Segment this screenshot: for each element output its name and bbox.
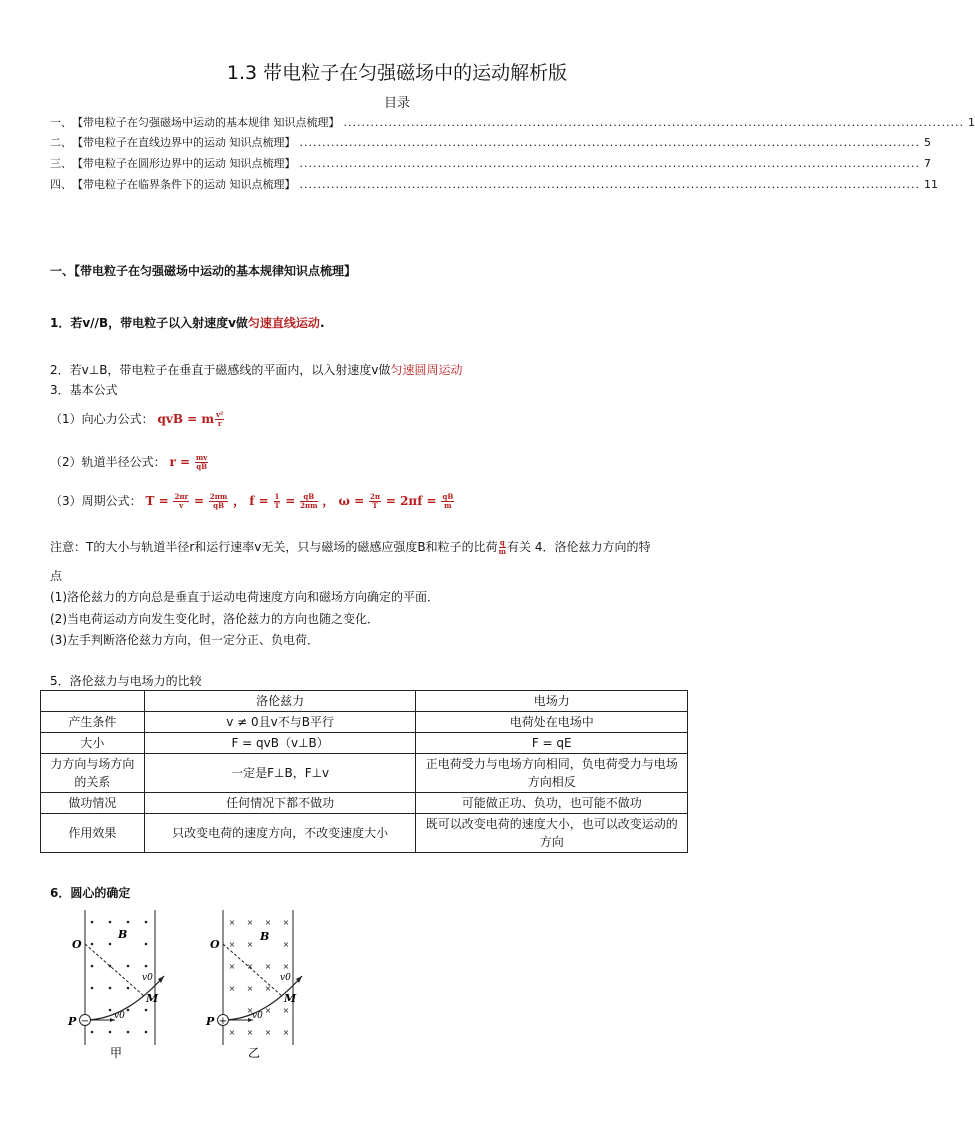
highlight-text: 匀速圆周运动 bbox=[390, 363, 463, 377]
label-v0-bottom: v0 bbox=[252, 1011, 263, 1021]
table-cell: 作用效果 bbox=[41, 814, 145, 853]
toc-item-4[interactable] bbox=[50, 175, 939, 193]
formula-period bbox=[50, 492, 455, 510]
charge-sign: + bbox=[218, 1016, 228, 1027]
fraction bbox=[369, 493, 381, 510]
numerator: 2π bbox=[370, 492, 381, 501]
formula-text: = bbox=[193, 494, 205, 508]
toc-number: 二、 bbox=[50, 136, 72, 149]
section6-heading: 6．圆心的确定 bbox=[50, 886, 131, 900]
label-b: B bbox=[118, 928, 128, 941]
denominator: m bbox=[444, 501, 452, 510]
highlight-text: 匀速直线运动 bbox=[247, 316, 320, 330]
formula-label: （2）轨道半径公式： bbox=[50, 455, 166, 469]
table-cell: F = qvB（v⊥B） bbox=[144, 733, 416, 754]
table-cell: 力方向与场方向的关系 bbox=[41, 754, 145, 793]
formula-label: （1）向心力公式： bbox=[50, 412, 154, 426]
numerator: v² bbox=[216, 410, 224, 419]
label-m: M bbox=[284, 992, 297, 1005]
formula-text: ， ω = bbox=[322, 494, 365, 508]
numerator: 2πr bbox=[174, 492, 189, 501]
svg-text:×: × bbox=[282, 1028, 290, 1037]
denominator: r bbox=[217, 419, 222, 428]
fraction bbox=[499, 539, 506, 556]
label-m: M bbox=[146, 992, 159, 1005]
table-cell: 既可以改变电荷的速度大小，也可以改变运动的方向 bbox=[416, 814, 688, 853]
table-cell: 可能做正功、负功，也可能不做功 bbox=[416, 793, 688, 814]
formula-text: r = bbox=[169, 455, 191, 469]
svg-text:×: × bbox=[282, 962, 290, 971]
numerator: mv bbox=[195, 453, 208, 462]
fraction bbox=[209, 493, 228, 510]
table-header bbox=[41, 691, 145, 712]
toc-label: 【带电粒子在直线边界中的运动 知识点梳理】 bbox=[72, 136, 296, 149]
table-cell: F = qE bbox=[416, 733, 688, 754]
denominator: m bbox=[498, 547, 507, 556]
section-heading: 一、【带电粒子在匀强磁场中运动的基本规律知识点梳理】 bbox=[50, 264, 357, 278]
formula-text: T = bbox=[145, 494, 169, 508]
page-title: 1.3 带电粒子在匀强磁场中的运动解析版 bbox=[226, 62, 568, 84]
fraction bbox=[300, 493, 317, 510]
formula-text: = 2πf = bbox=[385, 494, 437, 508]
table-row bbox=[41, 754, 688, 793]
table-cell: 做功情况 bbox=[41, 793, 145, 814]
svg-text:×: × bbox=[282, 940, 290, 949]
table-cell: 正电荷受力与电场方向相同，负电荷受力与电场方向相反 bbox=[416, 754, 688, 793]
table-row bbox=[41, 814, 688, 853]
fraction bbox=[274, 493, 281, 510]
text: 注意：T的大小与轨道半径r和运行速率v无关，只与磁场的磁感应强度B和粒子的比荷 bbox=[50, 540, 498, 554]
numerator: qB bbox=[300, 493, 317, 502]
toc-leader: .......................................................................................................................................... bbox=[299, 135, 921, 149]
toc-item-1[interactable] bbox=[50, 113, 975, 131]
paragraph-2 bbox=[50, 361, 463, 378]
toc-label: 【带电粒子在匀强磁场中运动的基本规律 知识点梳理】 bbox=[72, 116, 340, 129]
numerator: 2πm bbox=[209, 492, 228, 501]
svg-text:×: × bbox=[264, 1028, 272, 1037]
toc-number: 四、 bbox=[50, 178, 72, 191]
radius-om bbox=[85, 944, 144, 996]
comparison-table bbox=[40, 690, 688, 853]
toc-number: 一、 bbox=[50, 116, 72, 129]
denominator: T bbox=[372, 501, 378, 510]
text: 2．若v⊥B，带电粒子在垂直于磁感线的平面内，以入射速度v做 bbox=[50, 363, 391, 377]
svg-text:×: × bbox=[264, 918, 272, 927]
table-header-row bbox=[41, 691, 688, 712]
table-cell: 电荷处在电场中 bbox=[416, 712, 688, 733]
fraction bbox=[215, 411, 224, 428]
denominator: T bbox=[274, 501, 280, 510]
svg-text:×: × bbox=[264, 962, 272, 971]
toc-leader: .......................................................................................................................................... bbox=[299, 156, 921, 170]
charge-sign: − bbox=[80, 1016, 90, 1027]
paragraph-1 bbox=[50, 314, 325, 331]
toc-item-3[interactable] bbox=[50, 154, 932, 172]
svg-text:×: × bbox=[282, 918, 290, 927]
toc-heading: 目录 bbox=[383, 96, 410, 111]
label-v0-bottom: v0 bbox=[114, 1011, 125, 1021]
list-item: (2)当电荷运动方向发生变化时，洛伦兹力的方向也随之变化． bbox=[50, 612, 380, 626]
svg-text:×: × bbox=[246, 918, 254, 927]
label-o: O bbox=[72, 938, 82, 951]
svg-text:×: × bbox=[228, 1028, 236, 1037]
note-paragraph bbox=[50, 538, 650, 556]
denominator: qB bbox=[196, 462, 207, 471]
fraction bbox=[441, 493, 454, 510]
svg-text:×: × bbox=[264, 984, 272, 993]
paragraph-3: 3．基本公式 bbox=[50, 383, 118, 397]
svg-text:×: × bbox=[246, 940, 254, 949]
toc-page: 7 bbox=[924, 156, 932, 170]
list-item: (1)洛伦兹力的方向总是垂直于运动电荷速度方向和磁场方向确定的平面． bbox=[50, 590, 440, 604]
toc-leader: .......................................................................................................................................... bbox=[299, 177, 921, 191]
numerator: qB bbox=[442, 492, 454, 501]
formula-text: qvB = m bbox=[157, 412, 215, 426]
table-cell: v ≠ 0且v不与B平行 bbox=[144, 712, 416, 733]
svg-text:×: × bbox=[282, 1006, 290, 1015]
figure-a bbox=[60, 910, 180, 1060]
toc-number: 三、 bbox=[50, 157, 72, 170]
text: 有关 4．洛伦兹力方向的特 bbox=[507, 540, 651, 554]
svg-text:×: × bbox=[228, 940, 236, 949]
svg-text:×: × bbox=[246, 1028, 254, 1037]
fraction bbox=[195, 454, 208, 471]
toc-page: 5 bbox=[924, 135, 932, 149]
label-v0-top: v0 bbox=[280, 973, 291, 983]
figure-caption: 乙 bbox=[247, 1046, 261, 1060]
fraction bbox=[173, 493, 189, 510]
table-row bbox=[41, 712, 688, 733]
table-cell: 一定是F⊥B，F⊥v bbox=[144, 754, 416, 793]
svg-text:×: × bbox=[246, 962, 254, 971]
formula-radius bbox=[50, 453, 209, 471]
formula-centripetal bbox=[50, 410, 225, 428]
svg-text:×: × bbox=[228, 984, 236, 993]
label-v0-top: v0 bbox=[142, 973, 153, 983]
table-header: 洛伦兹力 bbox=[144, 691, 416, 712]
figure-b bbox=[198, 910, 318, 1060]
text: 1．若v//B，带电粒子以入射速度v做 bbox=[50, 316, 248, 330]
list-item: (3)左手判断洛伦兹力方向，但一定分正、负电荷． bbox=[50, 633, 319, 647]
formula-text: = bbox=[285, 494, 296, 508]
denominator: qB bbox=[213, 501, 224, 510]
svg-text:×: × bbox=[246, 1006, 254, 1015]
svg-text:×: × bbox=[228, 962, 236, 971]
denominator: 2πm bbox=[300, 501, 318, 510]
table-cell: 任何情况下都不做功 bbox=[144, 793, 416, 814]
label-o: O bbox=[210, 938, 220, 951]
table-row bbox=[41, 793, 688, 814]
paragraph-5: 5．洛伦兹力与电场力的比较 bbox=[50, 674, 202, 688]
denominator: v bbox=[179, 501, 184, 510]
label-b: B bbox=[260, 930, 270, 943]
formula-text: ， f = bbox=[233, 494, 269, 508]
note-continued: 点 bbox=[50, 569, 63, 583]
table-cell: 大小 bbox=[41, 733, 145, 754]
formula-label: （3）周期公式： bbox=[50, 494, 142, 508]
text: . bbox=[319, 316, 325, 330]
numerator: 1 bbox=[274, 492, 280, 501]
svg-text:×: × bbox=[246, 984, 254, 993]
label-p: P bbox=[68, 1015, 77, 1028]
table-cell: 产生条件 bbox=[41, 712, 145, 733]
svg-text:×: × bbox=[228, 918, 236, 927]
table-cell: 只改变电荷的速度方向，不改变速度大小 bbox=[144, 814, 416, 853]
table-header: 电场力 bbox=[416, 691, 688, 712]
label-p: P bbox=[206, 1015, 215, 1028]
toc-leader: .......................................................................................................................................... bbox=[343, 115, 965, 129]
toc-page: 1 bbox=[968, 115, 975, 129]
svg-text:×: × bbox=[264, 1006, 272, 1015]
toc-item-2[interactable] bbox=[50, 133, 932, 151]
table-row bbox=[41, 733, 688, 754]
toc-label: 【带电粒子在圆形边界中的运动 知识点梳理】 bbox=[72, 157, 296, 170]
figure-caption: 甲 bbox=[109, 1046, 123, 1060]
numerator: q bbox=[499, 538, 505, 547]
toc-page: 11 bbox=[924, 177, 939, 191]
toc-label: 【带电粒子在临界条件下的运动 知识点梳理】 bbox=[72, 178, 296, 191]
